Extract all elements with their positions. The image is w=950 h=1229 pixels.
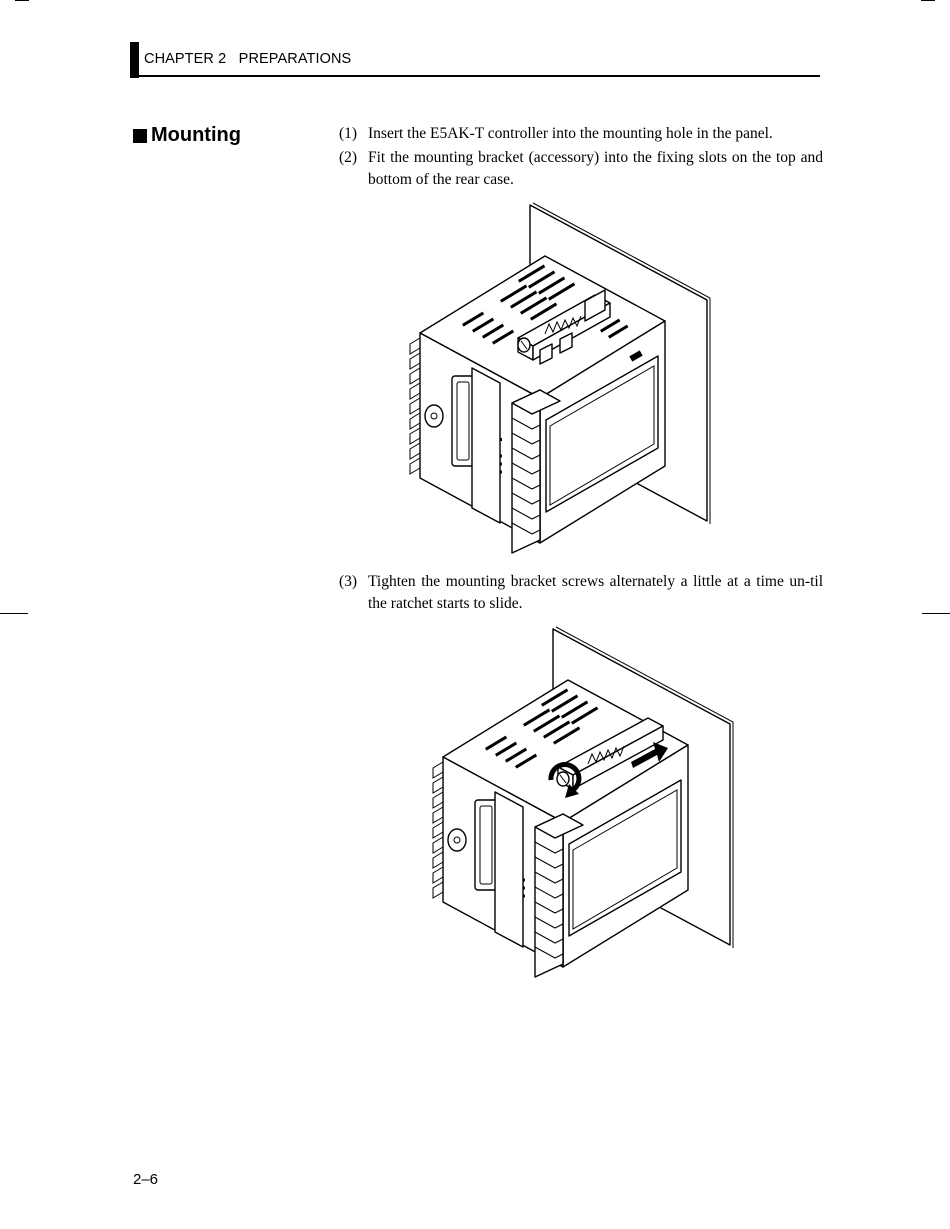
side-fins: [410, 338, 420, 474]
mounting-boss: [448, 829, 466, 851]
section-title: Mounting: [151, 124, 241, 146]
step-number: (2): [339, 149, 358, 166]
controller-with-bracket-illustration: [400, 198, 720, 558]
header-bar: [130, 42, 139, 78]
chapter-title: PREPARATIONS: [238, 51, 352, 67]
chapter-header: [130, 42, 820, 78]
header-text: [144, 51, 351, 67]
square-bullet-icon: [133, 129, 147, 143]
page-number: 2–6: [133, 1171, 159, 1188]
header-rule: [130, 75, 820, 77]
bracket-screw: [518, 338, 530, 352]
crop-mark: [922, 613, 950, 614]
side-fins: [433, 762, 443, 898]
step-number: (3): [339, 573, 358, 590]
step-text: Insert the E5AK-T controller into the mounting hole in the panel.: [368, 125, 773, 142]
crop-mark: [0, 613, 28, 614]
chapter-label: CHAPTER 2: [144, 51, 227, 67]
crop-mark: [15, 0, 29, 1]
controller-tightening-screw-illustration: [423, 622, 743, 982]
step-number: (1): [339, 125, 358, 142]
step-text: Tighten the mounting bracket screws alternately a little at a time un-til the ratchet starts to slide.: [368, 573, 823, 612]
section-heading: [133, 124, 241, 147]
step-text: Fit the mounting bracket (accessory) into the fixing slots on the top and bottom of the rear case.: [368, 149, 823, 188]
mounting-boss: [425, 405, 443, 427]
crop-mark: [921, 0, 935, 1]
